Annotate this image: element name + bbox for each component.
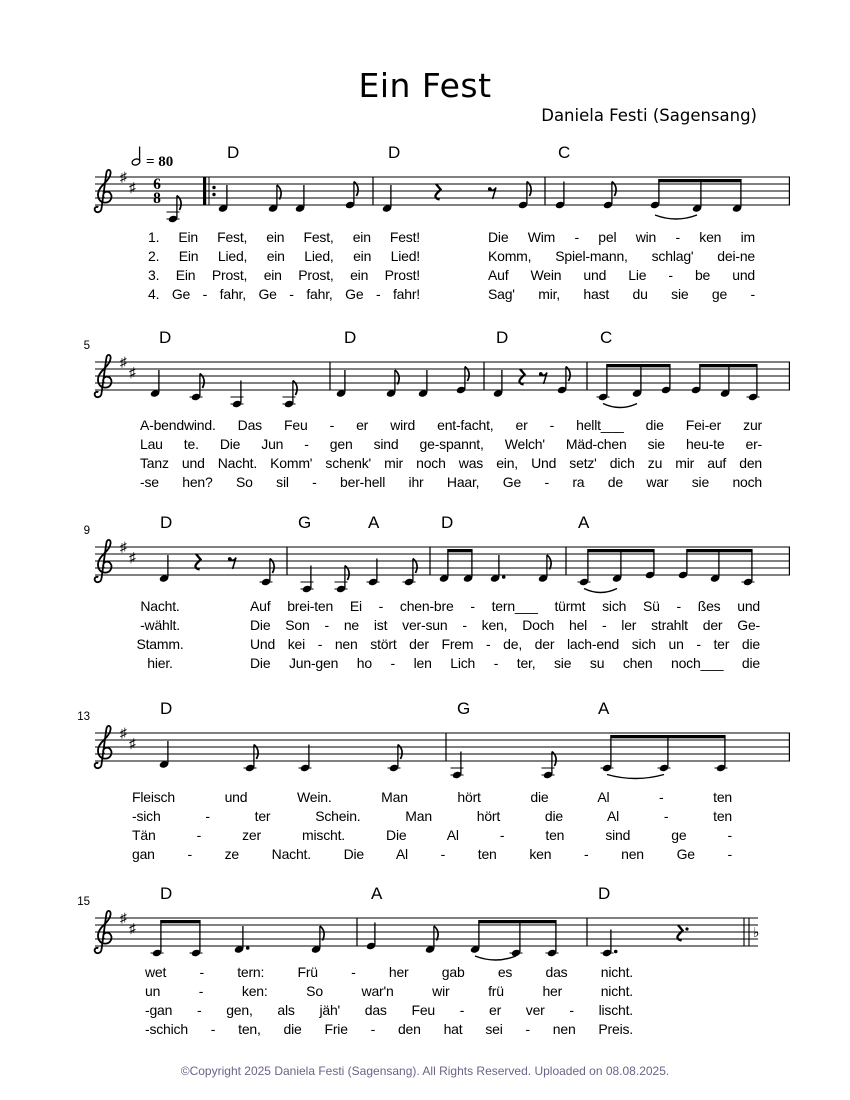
lyric-line: -sich - ter Schein. Man hört die Al - ten <box>132 808 732 824</box>
chord-symbol: A <box>598 699 610 718</box>
flat-icon: ♭ <box>753 925 760 940</box>
slur <box>607 775 664 779</box>
lyric-line: Sag' mir, hast du sie ge - <box>488 286 755 302</box>
lyric-line: Die Wim - pel win - ken im <box>488 229 755 245</box>
sharp-icon: ♯ <box>129 180 136 195</box>
repeat-start-barline <box>203 177 206 205</box>
chord-symbol: D <box>441 513 454 532</box>
treble-clef-icon <box>98 355 111 394</box>
lyric-line: Nacht. <box>140 598 180 614</box>
treble-clef-icon <box>98 540 111 579</box>
treble-clef-icon <box>98 170 111 209</box>
measure-number: 15 <box>77 896 90 908</box>
lyric-line: hier. <box>147 655 173 671</box>
page-title: Ein Fest <box>358 66 492 105</box>
slur <box>475 956 516 960</box>
chord-symbol: D <box>227 143 240 162</box>
slur <box>655 215 697 219</box>
sharp-icon: ♯ <box>129 365 136 380</box>
time-signature-numerator: 6 <box>153 176 161 193</box>
chord-symbol: C <box>558 143 571 162</box>
lyric-line: -schich - ten, die Frie - den hat sei - nen Preis. <box>145 1021 633 1037</box>
measure-number: 5 <box>83 340 90 352</box>
lyric-line: Tanz und Nacht. Komm' schenk' mir noch was ein, Und setz' dich zu mir auf den <box>140 455 762 471</box>
chord-symbol: G <box>298 513 312 532</box>
chord-symbol: C <box>600 328 613 347</box>
staff-system-3 <box>0 501 850 605</box>
lyric-line: Auf brei-ten Ei - chen-bre - tern___ türmt sich Sü - ßes und <box>250 598 760 614</box>
lyric-line: 4. Ge - fahr, Ge - fahr, Ge - fahr! <box>148 286 420 302</box>
sharp-icon: ♯ <box>120 910 127 926</box>
tempo-marking: = 80 <box>146 154 174 170</box>
time-signature-denominator: 8 <box>153 190 161 207</box>
lyric-line: 2. Ein Lied, ein Lied, ein Lied! <box>148 248 420 264</box>
lyric-line: -wählt. <box>140 617 180 633</box>
slur <box>603 404 637 408</box>
chord-symbol: A <box>371 884 383 903</box>
staff-system-5 <box>0 872 850 976</box>
lyric-line: Lau te. Die Jun - gen sind ge-spannt, Welch' Mäd-chen sie heu-te er- <box>140 436 762 452</box>
sharp-icon: ♯ <box>120 539 127 555</box>
chord-symbol: D <box>160 513 173 532</box>
lyric-line: Tän - zer mischt. Die Al - ten sind ge - <box>132 827 732 843</box>
chord-symbol: D <box>160 884 173 903</box>
chord-symbol: D <box>160 699 173 718</box>
lyric-line: Auf Wein und Lie - be und <box>488 267 755 283</box>
measure-number: 13 <box>77 711 90 723</box>
lyric-line: Fleisch und Wein. Man hört die Al - ten <box>132 789 732 805</box>
composer-credit: Daniela Festi (Sagensang) <box>541 106 757 125</box>
quarter-rest <box>519 369 524 385</box>
sharp-icon: ♯ <box>120 725 127 741</box>
staff-system-2 <box>0 316 850 420</box>
chord-symbol: D <box>159 328 172 347</box>
chord-symbol: D <box>344 328 357 347</box>
chord-symbol: A <box>578 513 590 532</box>
sharp-icon: ♯ <box>120 169 127 185</box>
sharp-icon: ♯ <box>129 736 136 751</box>
chord-symbol: D <box>598 884 611 903</box>
lyric-line: Komm, Spiel-mann, schlag' dei-ne <box>488 248 755 264</box>
treble-clef-icon <box>98 911 111 950</box>
measure-number: 9 <box>83 525 90 537</box>
lyric-line: -se hen? So sil - ber-hell ihr Haar, Ge - ra de war sie noch <box>140 474 762 490</box>
chord-symbol: A <box>368 513 380 532</box>
sharp-icon: ♯ <box>129 550 136 565</box>
chord-symbol: G <box>457 699 471 718</box>
copyright-footer: ©Copyright 2025 Daniela Festi (Sagensang). All Rights Reserved. Uploaded on 08.08.2025. <box>180 1064 670 1078</box>
chord-symbol: D <box>496 328 509 347</box>
lyric-line: gan - ze Nacht. Die Al - ten ken - nen Ge - <box>132 846 732 862</box>
quarter-rest <box>195 554 200 570</box>
lyric-line: wet - tern: Frü - her gab es das nicht. <box>145 964 633 980</box>
staff-system-4 <box>0 687 850 791</box>
lyric-line: Die Jun-gen ho - len Lich - ter, sie su chen noch___ die <box>250 655 760 671</box>
lyric-line: 3. Ein Prost, ein Prost, ein Prost! <box>148 267 420 283</box>
staff-system-1 <box>0 131 850 235</box>
sharp-icon: ♯ <box>120 354 127 370</box>
lyric-line: Und kei - nen stört der Frem - de, der lach-end sich un - ter die <box>250 636 760 652</box>
lyric-line: 1. Ein Fest, ein Fest, ein Fest! <box>148 229 420 245</box>
chord-symbol: D <box>388 143 401 162</box>
sharp-icon: ♯ <box>129 921 136 936</box>
lyric-line: -gan - gen, als jäh' das Feu - er ver - lischt. <box>145 1002 633 1018</box>
quarter-rest <box>435 184 440 200</box>
lyric-line: A-bendwind. Das Feu - er wird ent-facht, er - hellt___ die Fei-er zur <box>140 417 762 433</box>
treble-clef-icon <box>98 726 111 765</box>
lyric-line: Stamm. <box>136 636 184 652</box>
quarter-rest <box>677 925 682 941</box>
lyric-line: Die Son - ne ist ver-sun - ken, Doch hel - ler strahlt der Ge- <box>250 617 760 633</box>
slur <box>584 589 617 593</box>
lyric-line: un - ken: So war'n wir frü her nicht. <box>145 983 633 999</box>
